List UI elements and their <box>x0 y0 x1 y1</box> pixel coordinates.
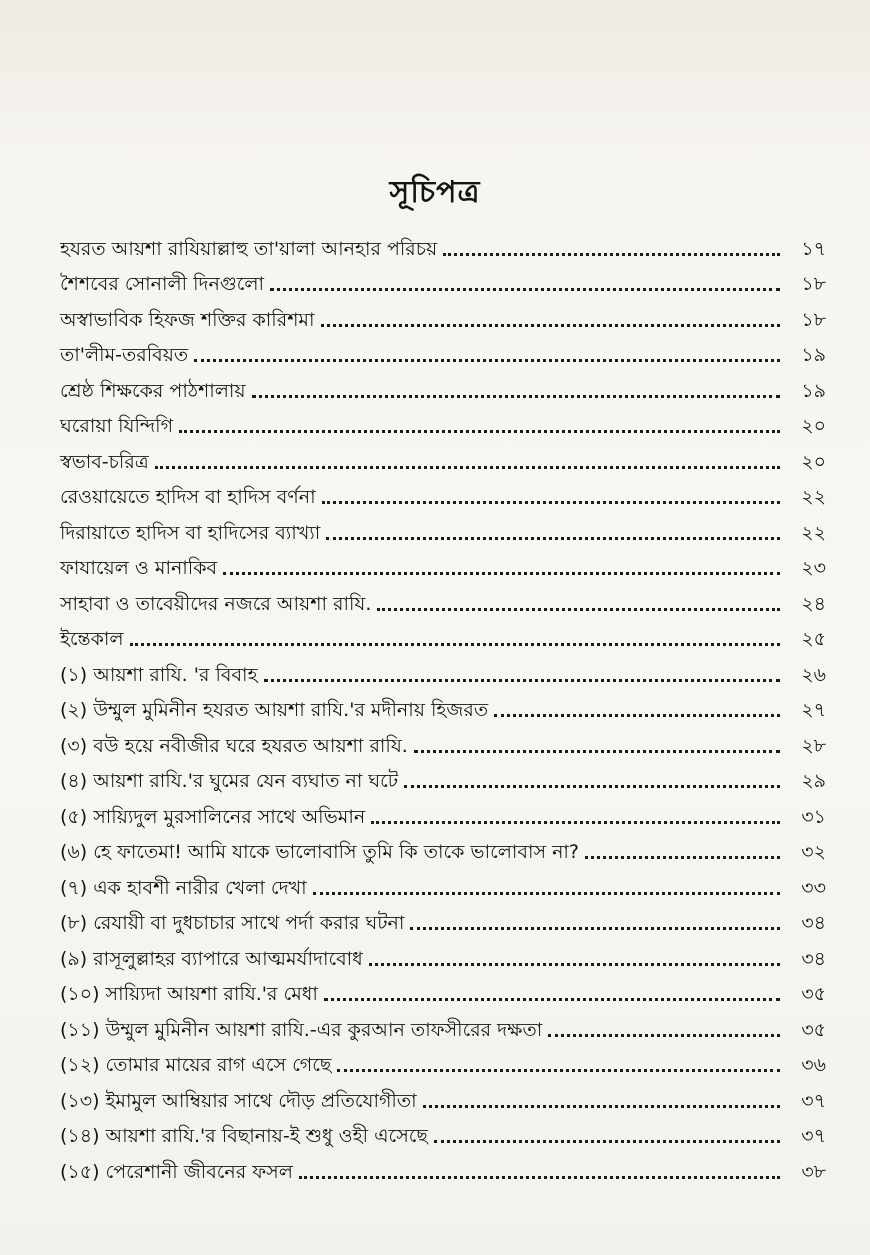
toc-entry <box>60 404 826 440</box>
dot-leader <box>326 537 780 540</box>
toc-entry-page-number: ৩৪ <box>801 912 826 934</box>
toc-entry-title: (১) আয়শা রাযি. 'র বিবাহ <box>60 663 258 686</box>
toc-entry-page-number: ২৩ <box>801 557 826 579</box>
toc-entry-page-number: ২৯ <box>801 770 826 792</box>
toc-entry <box>60 972 826 1008</box>
toc-entry-title: ইন্তেকাল <box>60 628 124 650</box>
toc-entry-title: (১৩) ইমামুল আম্বিয়ার সাথে দৌড় প্রতিযোগীতা <box>60 1089 417 1112</box>
toc-entry-page-number: ৩২ <box>801 841 826 863</box>
dot-leader <box>299 1176 780 1179</box>
toc-entry-title: (৬) হে ফাতেমা! আমি যাকে ভালোবাসি তুমি কি তাকে ভালোবাস না? <box>60 841 579 863</box>
dot-leader <box>369 963 780 966</box>
toc-entry-page-number: ৩৪ <box>801 947 826 970</box>
dot-leader <box>324 998 780 1001</box>
toc-entry <box>60 936 826 972</box>
toc-entry-title: অস্বাভাবিক হিফজ শক্তির কারিশমা <box>60 308 315 331</box>
toc-entry-page-number: ১৯ <box>801 344 826 366</box>
toc-entry-page-number: ৩৩ <box>801 876 826 899</box>
toc-entry <box>60 1078 826 1114</box>
dot-leader <box>155 466 780 469</box>
toc-entry-title: ফাযায়েল ও মানাকিব <box>60 557 218 579</box>
toc-entry-title: (৪) আয়শা রাযি.'র ঘুমের যেন ব্যঘাত না ঘটে <box>60 770 399 792</box>
toc-entry-page-number: ১৮ <box>801 308 826 331</box>
toc-entry <box>60 865 826 901</box>
dot-leader <box>179 430 780 433</box>
toc-entry <box>60 794 826 830</box>
dot-leader <box>443 253 780 256</box>
toc-entry <box>60 368 826 404</box>
toc-entry-page-number: ৩৮ <box>801 1160 826 1183</box>
toc-entry-page-number: ২৪ <box>801 592 826 615</box>
dot-leader <box>434 1140 780 1143</box>
dot-leader <box>377 608 780 611</box>
dot-leader <box>585 856 780 859</box>
toc-entry <box>60 333 826 369</box>
toc-entry-page-number: ২২ <box>801 486 826 508</box>
toc-entry-page-number: ৩৬ <box>801 1054 826 1076</box>
toc-entry <box>60 297 826 333</box>
toc-entry-page-number: ২২ <box>801 521 826 544</box>
toc-entry-title: (৮) রেযায়ী বা দুধচাচার সাথে পর্দা করার ঘটনা <box>60 912 405 934</box>
toc-entry-title: (৩) বউ হয়ে নবীজীর ঘরে হযরত আয়শা রাযি. <box>60 734 408 757</box>
toc-entry-page-number: ১৭ <box>801 237 826 260</box>
toc-entry-title: (১১) উম্মুল মুমিনীন আয়শা রাযি.-এর কুরআন তাফসীরের দক্ষতা <box>60 1018 543 1041</box>
toc-entry-page-number: ২৮ <box>801 734 826 757</box>
toc-entry-page-number: ৩৭ <box>801 1089 826 1112</box>
toc-entry <box>60 581 826 617</box>
toc-entry-title: সাহাবা ও তাবেয়ীদের নজরে আয়শা রাযি. <box>60 592 372 615</box>
toc-entry-page-number: ২০ <box>801 450 826 473</box>
toc-entry <box>60 1043 826 1079</box>
toc-entry-title: দিরায়াতে হাদিস বা হাদিসের ব্যাখ্যা <box>60 521 321 544</box>
toc-entry <box>60 617 826 653</box>
toc-entry <box>60 723 826 759</box>
toc-entry <box>60 688 826 724</box>
toc-entry-title: (৭) এক হাবশী নারীর খেলা দেখা <box>60 876 307 899</box>
toc-entry-page-number: ২৭ <box>801 699 826 721</box>
toc-entry-title: (২) উম্মুল মুমিনীন হযরত আয়শা রাযি.'র মদীনায় হিজরত <box>60 699 489 721</box>
toc-entry <box>60 901 826 937</box>
toc-entry-title: (১০) সায়্যিদা আয়শা রাযি.'র মেধা <box>60 983 318 1005</box>
toc-entry <box>60 1149 826 1185</box>
toc-entry <box>60 652 826 688</box>
toc-entry <box>60 226 826 262</box>
dot-leader <box>423 1105 780 1108</box>
dot-leader <box>410 927 780 930</box>
dot-leader <box>371 821 780 824</box>
dot-leader <box>223 572 780 575</box>
toc-entry-page-number: ১৯ <box>801 379 826 402</box>
dot-leader <box>404 785 780 788</box>
toc-entry-title: (১২) তোমার মায়ের রাগ এসে গেছে <box>60 1054 332 1076</box>
toc-entry <box>60 439 826 475</box>
toc-entry <box>60 262 826 298</box>
dot-leader <box>252 395 780 398</box>
toc-entry-title: শৈশবের সোনালী দিনগুলো <box>60 273 265 295</box>
toc-entry-title: তা'লীম-তরবিয়ত <box>60 344 189 366</box>
dot-leader <box>313 892 780 895</box>
dot-leader <box>322 501 780 504</box>
toc-entry-page-number: ২৬ <box>801 663 826 686</box>
toc-entry-title: (১৫) পেরেশানী জীবনের ফসল <box>60 1160 293 1183</box>
toc-entry-title: স্বভাব-চরিত্র <box>60 450 149 473</box>
toc-entry <box>60 546 826 582</box>
toc-entry-title: ঘরোয়া যিন্দিগি <box>60 415 174 437</box>
toc-entry <box>60 475 826 511</box>
toc-entry-page-number: ৩৫ <box>801 983 826 1005</box>
toc-entry-page-number: ৩১ <box>801 805 826 828</box>
dot-leader <box>548 1034 780 1037</box>
toc-entry-title: (১৪) আয়শা রাযি.'র বিছানায়-ই শুধু ওহী এসেছে <box>60 1125 428 1147</box>
page-title: সূচিপত্র <box>389 175 481 210</box>
dot-leader <box>194 359 780 362</box>
toc-entry-page-number: ২০ <box>801 415 826 437</box>
toc-entry-page-number: ৩৫ <box>801 1018 826 1041</box>
toc-entry-title: রেওয়ায়েতে হাদিস বা হাদিস বর্ণনা <box>60 486 316 508</box>
dot-leader <box>494 714 780 717</box>
toc-entry-page-number: ৩৭ <box>801 1125 826 1147</box>
dot-leader <box>414 750 780 753</box>
toc-entry-page-number: ১৮ <box>801 273 826 295</box>
dot-leader <box>337 1069 780 1072</box>
toc-entry-title: হযরত আয়শা রাযিয়াল্লাহু তা'য়ালা আনহার পরিচয় <box>60 237 438 260</box>
toc-entry-title: (৫) সায়্যিদুল মুরসালিনের সাথে অভিমান <box>60 805 366 828</box>
table-of-contents <box>60 226 826 1185</box>
toc-entry <box>60 1114 826 1150</box>
dot-leader <box>321 324 781 327</box>
dot-leader <box>130 643 780 646</box>
dot-leader <box>264 679 780 682</box>
toc-entry <box>60 830 826 866</box>
toc-entry-title: (৯) রাসূলুল্লাহর ব্যাপারে আত্মমর্যাদাবোধ <box>60 947 363 970</box>
toc-entry <box>60 1007 826 1043</box>
toc-entry-title: শ্রেষ্ঠ শিক্ষকের পাঠশালায় <box>60 379 246 402</box>
toc-entry <box>60 759 826 795</box>
toc-entry <box>60 510 826 546</box>
toc-entry-page-number: ২৫ <box>801 628 826 650</box>
dot-leader <box>270 288 780 291</box>
